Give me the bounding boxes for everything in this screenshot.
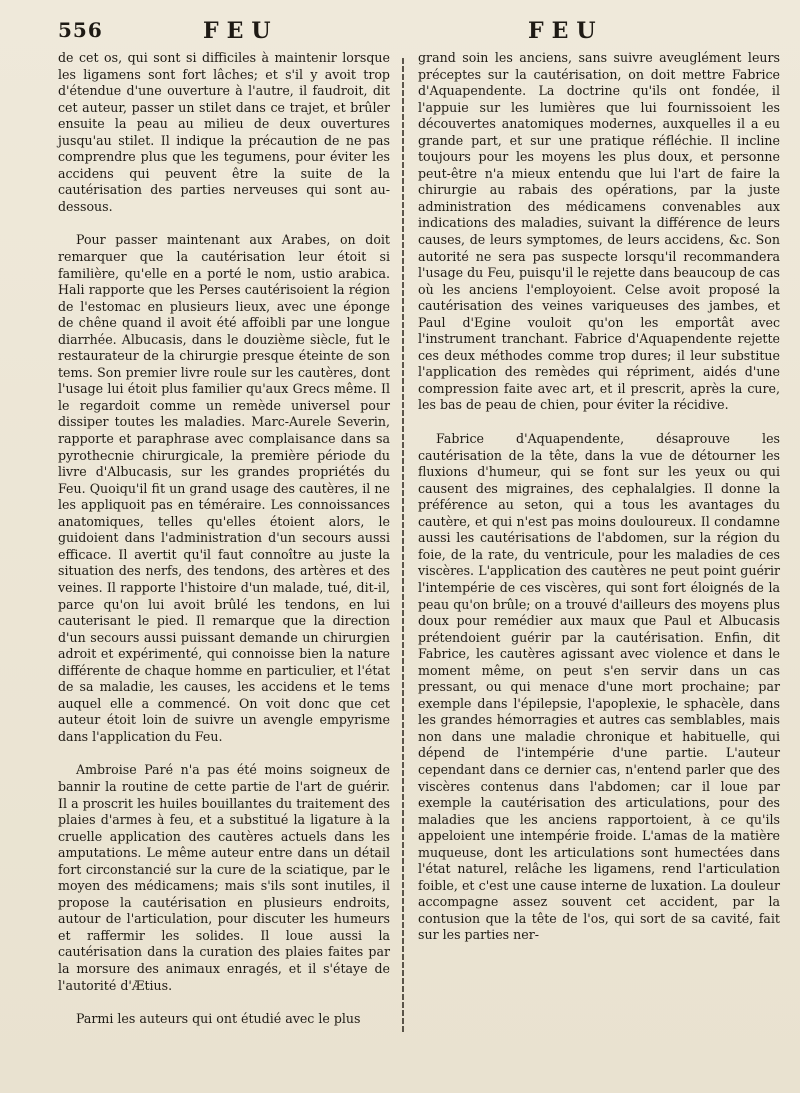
column-divider xyxy=(402,58,404,1033)
left-column xyxy=(58,50,390,1028)
running-head-left: FEU xyxy=(203,18,279,44)
running-head-right: FEU xyxy=(528,18,604,44)
left-paragraph-2: Pour passer maintenant aux Arabes, on doit remarquer que la cautérisation leur étoit si familière, qu'elle en a porté le nom, ustio arabica. Hali rapporte que les Perses cautérisoient la région de l'estomac en plusieurs lieux, avec une éponge de chêne quand il avoit été affoibli par une longue diarrhée. Albucasis, dans le douzième siècle, fut le restaurateur de la chirurgie presque éteinte de son tems. Son premier livre roule sur les cautères, dont l'usage lui étoit plus familier qu'aux Grecs même. Il le regardoit comme un remède universel pour dissiper toutes les maladies. Marc-Aurele Severin, rapporte et paraphrase avec complaisance dans sa pyrothecnie chirurgicale, la première période du livre d'Albucasis, sur les grandes propriétés du Feu. Quoiqu'il fit un grand usage des cautères, il ne les appliquoit pas en téméraire. Les connoissances anatomiques, telles qu'elles étoient alors, le guidoient dans l'administration d'un secours aussi efficace. Il avertit qu'il faut connoître au juste la situation des nerfs, des tendons, des artères et des veines. Il rapporte l'histoire d'un malade, tué, dit-il, parce qu'on lui avoit brûlé les tendons, en lui cauterisant le pied. Il remarque que la direction d'un secours aussi puissant demande un chirurgien adroit et expérimenté, qui connoisse bien la nature différente de chaque homme en particulier, et l'état de sa maladie, les causes, les accidens et le tems auquel elle a commencé. On voit donc que cet auteur étoit loin de suivre un avengle empyrisme dans l'application du Feu. xyxy=(58,232,390,744)
left-paragraph-4: Parmi les auteurs qui ont étudié avec le plus xyxy=(76,1011,361,1027)
page-number: 556 xyxy=(58,18,103,42)
right-paragraph-1: grand soin les anciens, sans suivre aveuglément leurs préceptes sur la cautérisation, on doit mettre Fabrice d'Aquapendente. La doctrine qu'ils ont fondée, il l'appuie sur les lumières que lui fournissoient les découvertes anatomiques modernes, auxquelles il a eu grande part, et sur une pratique réfléchie. Il incline toujours pour les moyens les plus doux, et personne peut-être n'a mieux entendu que lui l'art de faire la chirurgie au rabais des opérations, par la juste administration des médicamens convenables aux indications des maladies, suivant la différence de leurs causes, de leurs symptomes, de leurs accidens, &c. Son autorité ne sera pas suspecte lorsqu'il recommandera l'usage du Feu, puisqu'il le rejette dans beaucoup de cas où les anciens l'employoient. Celse avoit proposé la cautérisation des veines variqueuses des jambes, et Paul d'Egine vouloit qu'on les emportât avec l'instrument tranchant. Fabrice d'Aquapendente rejette ces deux méthodes comme trop dures; il leur substitue l'application des remèdes qui répriment, aidés d'une compression faite avec art, et il prescrit, après la cure, les bas de peau de chien, pour éviter la récidive. xyxy=(418,50,780,413)
left-paragraph-3: Ambroise Paré n'a pas été moins soigneux de bannir la routine de cette partie de l'art de guérir. Il a proscrit les huiles bouillantes du traitement des plaies d'armes à feu, et a substitué la ligature à la cruelle application des cautères actuels dans les amputations. Le même auteur entre dans un détail fort circonstancié sur la cure de la sciatique, par le moyen des médicamens; mais s'ils sont inutiles, il propose la cautérisation en plusieurs endroits, autour de l'articulation, pour discuter les humeurs et raffermir les solides. Il loue aussi la cautérisation dans la curation des plaies faites par la morsure des animaux enragés, et il s'étaye de l'autorité d'Ætius. xyxy=(58,762,390,993)
page-header xyxy=(58,18,770,46)
right-paragraph-2: Fabrice d'Aquapendente, désaprouve les cautérisation de la tête, dans la vue de détourner les fluxions d'humeur, qui se font sur les yeux ou qui causent des migraines, des cephalalgies. Il donne la préférence au seton, qui a tous les avantages du cautère, et qui n'est pas moins douloureux. Il condamne aussi les cautérisations de l'abdomen, sur la région du foie, de la rate, du ventricule, pour les maladies de ces viscères. L'application des cautères ne peut point guérir l'intempérie de ces viscères, qui sont fort éloignés de la peau qu'on brûle; on a trouvé d'ailleurs des moyens plus doux pour remédier aux maux que Paul et Albucasis prétendoient guérir par la cautérisation. Enfin, dit Fabrice, les cautères agissant avec violence et dans le moment même, on peut s'en servir dans un cas pressant, ou qui menace d'une mort prochaine; par exemple dans l'épilepsie, l'apoplexie, le sphacèle, dans les grandes hémorragies et autres cas semblables, mais non dans une maladie chronique et habituelle, qui dépend de l'intempérie d'une partie. L'auteur cependant dans ce dernier cas, n'entend parler que des viscères contenus dans l'abdomen; car il loue par exemple la cautérisation des articulations, pour des maladies que les anciens rapportoient, à ce qu'ils appeloient une intempérie froide. L'amas de la matière muqueuse, dont les articulations sont humectées dans l'état naturel, relâche les ligamens, rend l'articulation foible, et c'est une cause interne de luxation. La douleur accompagne assez souvent cet accident, par la contusion que la tête de l'os, qui sort de sa cavité, fait sur les parties ner- xyxy=(418,431,780,943)
left-paragraph-1: de cet os, qui sont si difficiles à maintenir lorsque les ligamens sont fort lâches; et s'il y avoit trop d'étendue d'une ouverture à l'autre, il faudroit, dit cet auteur, passer un stilet dans ce trajet, et brûler ensuite la peau au milieu de deux ouvertures jusqu'au stilet. Il indique la précaution de ne pas comprendre plus que les tegumens, pour éviter les accidens qui peuvent être la suite de la cautérisation des parties nerveuses qui sont au-dessous. xyxy=(58,50,390,214)
right-column xyxy=(418,50,780,944)
